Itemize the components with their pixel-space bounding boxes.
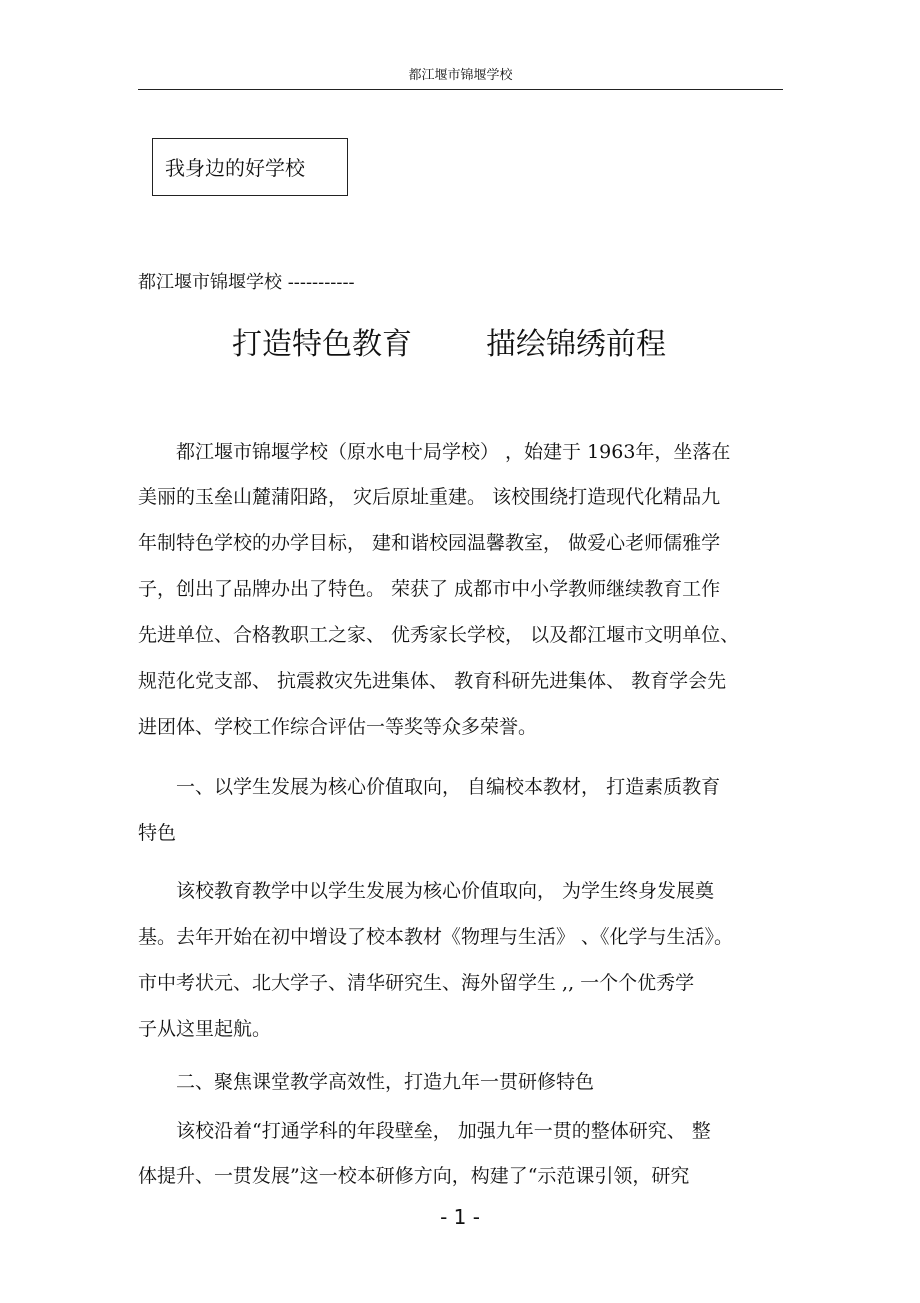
body-line: 年制特色学校的办学目标， 建和谐校园温馨教室， 做爱心老师儒雅学 bbox=[138, 532, 721, 554]
body-line: 体提升、一贯发展”这一校本研修方向，构建了“示范课引领，研究 bbox=[138, 1165, 690, 1187]
header-divider bbox=[138, 89, 783, 90]
boxed-title: 我身边的好学校 bbox=[152, 138, 348, 196]
school-name-line: 都江堰市锦堰学校 ----------- bbox=[138, 272, 355, 293]
body-line: 美丽的玉垒山麓蒲阳路， 灾后原址重建。 该校围绕打造现代化精品九 bbox=[138, 486, 721, 508]
section-heading-2: 二、聚焦课堂教学高效性，打造九年一贯研修特色 bbox=[138, 1071, 595, 1093]
body-line: 基。去年开始在初中增设了校本教材《物理与生活》 、《化学与生活》。 bbox=[138, 926, 734, 948]
body-line: 特色 bbox=[138, 822, 177, 844]
body-line: 子从这里起航。 bbox=[138, 1018, 272, 1040]
body-line: 子，创出了品牌办出了特色。 荣获了 成都市中小学教师继续教育工作 bbox=[138, 578, 721, 600]
headline-part-2: 描绘锦绣前程 bbox=[486, 327, 666, 362]
body-line: 都江堰市锦堰学校（原水电十局学校） ，始建于 1963年，坐落在 bbox=[138, 441, 731, 463]
page-number: - 1 - bbox=[440, 1205, 480, 1229]
body-line: 市中考状元、北大学子、清华研究生、海外留学生 ,, 一个个优秀学 bbox=[138, 972, 695, 994]
running-header: 都江堰市锦堰学校 bbox=[408, 68, 513, 83]
section-heading-1: 一、以学生发展为核心价值取向， 自编校本教材， 打造素质教育 bbox=[138, 776, 721, 798]
body-line: 规范化党支部、 抗震救灾先进集体、 教育科研先进集体、 教育学会先 bbox=[138, 670, 727, 692]
body-line: 先进单位、合格教职工之家、 优秀家长学校， 以及都江堰市文明单位、 bbox=[138, 624, 740, 646]
body-line: 该校沿着“打通学科的年段壁垒， 加强九年一贯的整体研究、 整 bbox=[138, 1120, 711, 1142]
body-line: 进团体、学校工作综合评估一等奖等众多荣誉。 bbox=[138, 716, 538, 738]
body-line: 该校教育教学中以学生发展为核心价值取向， 为学生终身发展奠 bbox=[138, 880, 715, 902]
headline-part-1: 打造特色教育 bbox=[232, 327, 412, 362]
